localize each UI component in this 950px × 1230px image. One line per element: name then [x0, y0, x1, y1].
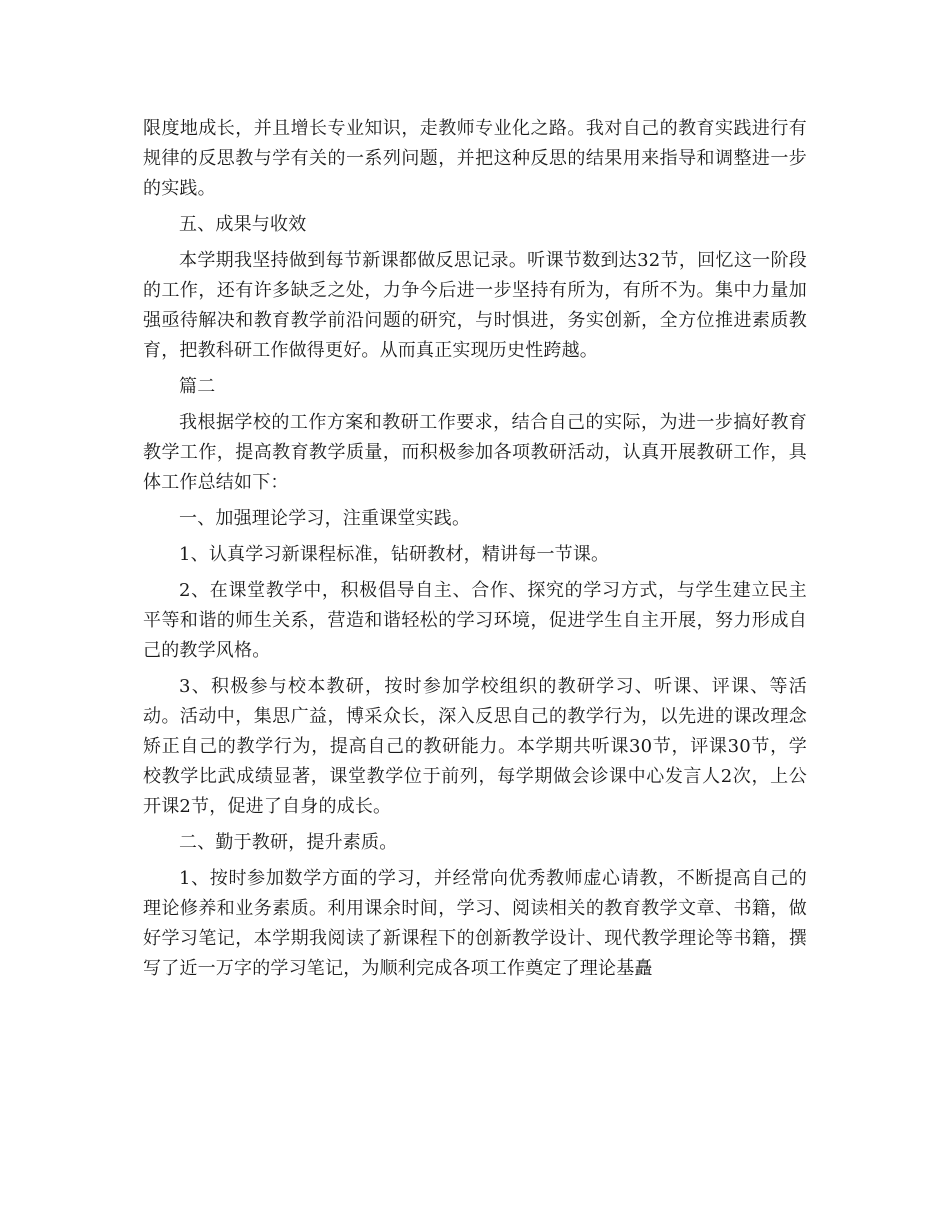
document-body: [143, 114, 807, 990]
section-heading-part-two: 篇二: [179, 376, 216, 397]
paragraph-continuation: 限度地成长，并且增长专业知识，走教师专业化之路。我对自己的教育实践进行有规律的反思教与学有关的一系列问题，并把这种反思的结果用来指导和调整进一步的实践。: [143, 118, 807, 199]
paragraph-intro: 我根据学校的工作方案和教研工作要求，结合自己的实际，为进一步搞好教育教学工作，提高教育教学质量，而积极参加各项教研活动，认真开展教研工作，具体工作总结如下：: [143, 412, 807, 493]
list-item-research-1: 1、按时参加数学方面的学习，并经常向优秀教师虚心请教，不断提高自己的理论修养和业务素质。利用课余时间，学习、阅读相关的教育教学文章、书籍，做好学习笔记，本学期我阅读了新课程下的创新教学设计、现代教学理论等书籍，撰写了近一万字的学习笔记，为顺利完成各项工作奠定了理论基矗: [143, 868, 807, 979]
paragraph-results: 本学期我坚持做到每节新课都做反思记录。听课节数到达32节，回忆这一阶段的工作，还有许多缺乏之处，力争今后进一步坚持有所为，有所不为。集中力量加强亟待解决和教育教学前沿问题的研究，与时惧进，务实创新，全方位推进素质教育，把教科研工作做得更好。从而真正实现历史性跨越。: [143, 250, 807, 361]
list-item-1: 1、认真学习新课程标准，钻研教材，精讲每一节课。: [179, 544, 610, 565]
section-heading-results: 五、成果与收效: [179, 214, 307, 235]
section-heading-theory: 一、加强理论学习，注重课堂实践。: [179, 508, 471, 529]
list-item-3: 3、积极参与校本教研，按时参加学校组织的教研学习、听课、评课、等活动。活动中，集思广益，博采众长，深入反思自己的教学行为，以先进的课改理念矫正自己的教学行为，提高自己的教研能力。本学期共听课30节，评课30节，学校教学比武成绩显著，课堂教学位于前列，每学期做会诊课中心发言人2次，上公开课2节，促进了自身的成长。: [143, 676, 807, 817]
section-heading-research: 二、勤于教研，提升素质。: [179, 832, 398, 853]
list-item-2: 2、在课堂教学中，积极倡导自主、合作、探究的学习方式，与学生建立民主平等和谐的师生关系，营造和谐轻松的学习环境，促进学生自主开展，努力形成自己的教学风格。: [143, 580, 807, 661]
